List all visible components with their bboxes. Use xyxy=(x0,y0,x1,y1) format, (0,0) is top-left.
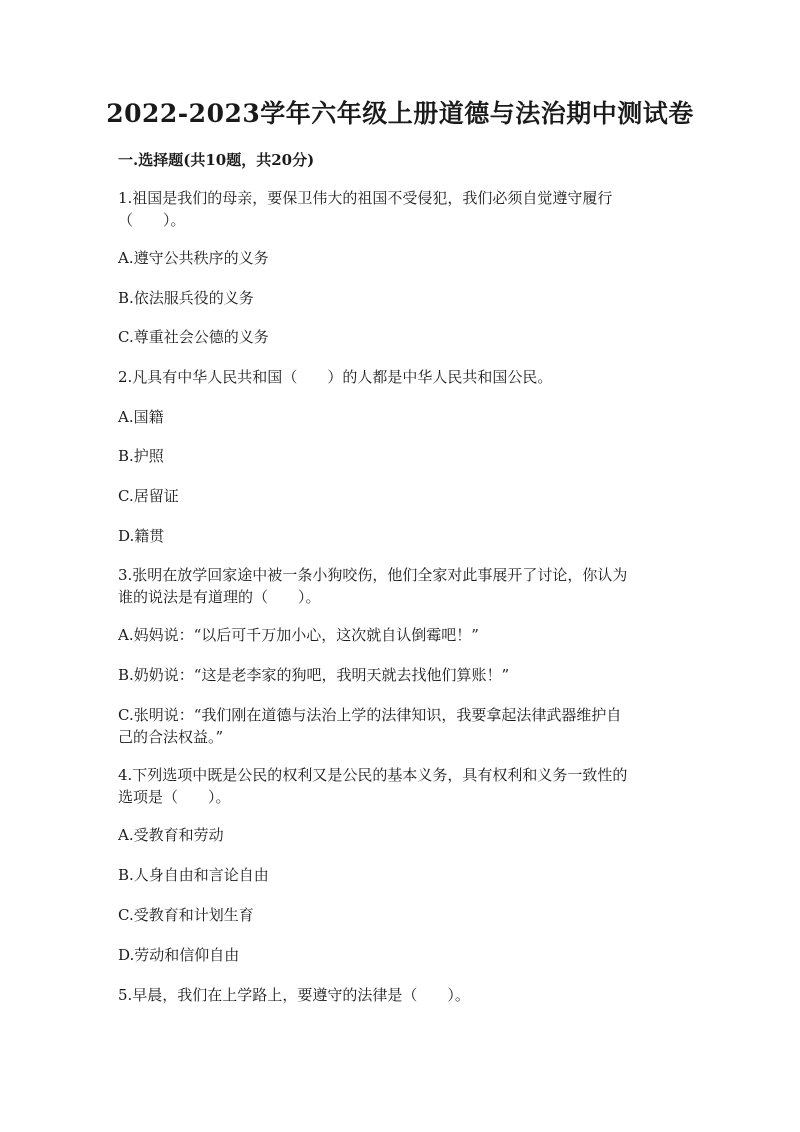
question-1-stem-line-2: （ ）。 xyxy=(118,211,186,229)
question-4-option-d: D.劳动和信仰自由 xyxy=(118,946,240,964)
question-5-stem: 5.早晨，我们在上学路上，要遵守的法律是（ ）。 xyxy=(118,986,470,1004)
section-heading: 一.选择题(共10题，共20分) xyxy=(118,151,315,169)
question-3-option-c-line-1: C.张明说：“我们刚在道德与法治上学的法律知识，我要拿起法律武器维护自 xyxy=(118,706,622,724)
question-4-stem-line-2: 选项是（ ）。 xyxy=(118,788,231,806)
question-4-stem-line-1: 4.下列选项中既是公民的权利又是公民的基本义务，具有权利和义务一致性的 xyxy=(118,766,628,784)
question-4-option-b: B.人身自由和言论自由 xyxy=(118,866,269,884)
question-2-option-c: C.居留证 xyxy=(118,487,179,505)
question-1-option-a: A.遵守公共秩序的义务 xyxy=(118,249,269,267)
question-4-option-a: A.受教育和劳动 xyxy=(118,826,224,844)
question-3-option-c-line-2: 己的合法权益。” xyxy=(118,728,224,746)
question-2-option-a: A.国籍 xyxy=(118,408,164,426)
question-2-option-b: B.护照 xyxy=(118,447,164,465)
question-4-option-c: C.受教育和计划生育 xyxy=(118,906,254,924)
question-1-option-c: C.尊重社会公德的义务 xyxy=(118,328,269,346)
question-1-stem-line-1: 1.祖国是我们的母亲，要保卫伟大的祖国不受侵犯，我们必须自觉遵守履行 xyxy=(118,189,613,207)
question-3-option-a: A.妈妈说：“以后可千万加小心，这次就自认倒霉吧！” xyxy=(118,626,479,644)
question-3-option-b: B.奶奶说：“这是老李家的狗吧，我明天就去找他们算账！” xyxy=(118,666,510,684)
question-3-stem-line-2: 谁的说法是有道理的（ ）。 xyxy=(118,588,321,606)
question-1-option-b: B.依法服兵役的义务 xyxy=(118,289,254,307)
page-title: 2022-2023学年六年级上册道德与法治期中测试卷 xyxy=(106,99,694,128)
question-3-stem-line-1: 3.张明在放学回家途中被一条小狗咬伤，他们全家对此事展开了讨论，你认为 xyxy=(118,566,628,584)
question-2-stem: 2.凡具有中华人民共和国（ ）的人都是中华人民共和国公民。 xyxy=(118,368,553,386)
question-2-option-d: D.籍贯 xyxy=(118,527,165,545)
